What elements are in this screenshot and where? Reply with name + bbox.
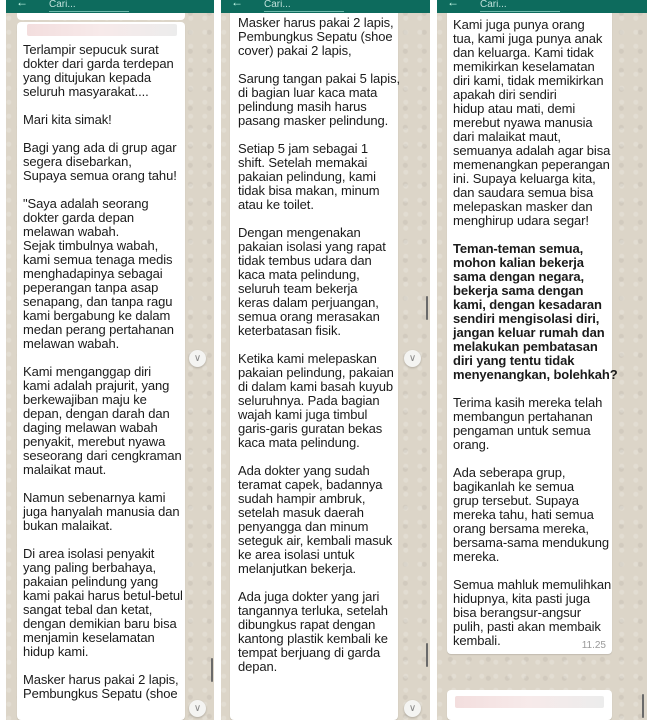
search-input[interactable]: Cari... xyxy=(264,0,344,12)
message-paragraph: Terima kasih mereka telah membangun pertahanan pengaman untuk semua orang. xyxy=(453,395,603,452)
message-bubble xyxy=(230,8,398,720)
chat-panel-3 xyxy=(437,0,647,720)
message-paragraph: "Saya adalah seorang dokter garda depan melawan wabah. Sejak timbulnya wabah, kami semua tenaga medis menghadapinya sebagai peperangan tanpa asap senapang, dan tanpa ragu kami bergabung ke dalam medan perang pertahanan melawan wabah. xyxy=(23,196,174,351)
message-paragraph: Dengan mengenakan pakaian isolasi yang rapat tidak tembus udara dan kaca mata pelindung, seluruh team bekerja keras dalam perjuangan, semua orang merasakan keterbatasan fisik. xyxy=(238,225,386,338)
double-chevron-down-icon[interactable]: ∨ xyxy=(404,700,421,717)
scrollbar[interactable] xyxy=(642,694,644,718)
message-paragraph: Setiap 5 jam sebagai 1 shift. Setelah memakai pakaian pelindung, kami tidak bisa makan, minum atau ke toilet. xyxy=(238,141,380,212)
message-paragraph-bold: Teman-teman semua, mohon kalian bekerja sama dengan negara, bekerja sama dengan kami, dengan kesadaran sendiri mengisolasi diri, jangan keluar rumah dan melakukan pembatasan diri yang tentu tidak menyenangkan, bolehkah? xyxy=(453,241,618,382)
search-input[interactable]: Cari... xyxy=(480,0,560,12)
previous-message-bubble xyxy=(17,13,185,20)
double-chevron-down-icon[interactable]: ∨ xyxy=(189,350,206,367)
message-bubble xyxy=(447,0,618,654)
message-bubble xyxy=(17,22,185,720)
message-paragraph: Di area isolasi penyakit yang paling berbahaya, pakaian pelindung yang kami pakai harus betul-betul sangat tebal dan ketat, dengan demikian baru bisa menjamin keselamatan hidup kami. xyxy=(23,546,183,659)
message-paragraph: Kami juga punya orang tua, kami juga punya anak dan keluarga. Kami tidak memikirkan keselamatan diri kami, tidak memikirkan apakah diri sendiri hidup atau mati, demi merebut nyawa manusia dari malaikat maut, semuanya adalah agar bisa memenangkan peperangan ini. Supaya keluarga kita, dan saudara semua bisa melepaskan masker dan menghirup udara segar! xyxy=(453,17,611,228)
message-paragraph: Ada seberapa grup, bagikanlah ke semua grup tersebut. Supaya mereka tahu, hati semua orang bersama mereka, bersama-sama mendukung mereka. xyxy=(453,465,610,564)
message-paragraph: Ketika kami melepaskan pakaian pelindung, pakaian di dalam kami basah kuyub seluruhnya. Pada bagian wajah kami juga timbul garis-garis guratan bekas kaca mata pelindung. xyxy=(238,351,394,450)
chat-panel-2 xyxy=(221,0,430,720)
search-input[interactable]: Cari... xyxy=(49,0,129,12)
message-paragraph: Mari kita simak! xyxy=(23,112,112,127)
double-chevron-down-icon[interactable]: ∨ xyxy=(189,700,206,717)
arrow-left-icon[interactable]: ← xyxy=(16,0,28,9)
message-paragraph: Semua mahluk memulihkan hidupnya, kita pasti juga bisa berangsur-angsur pulih, pasti akan membaik kembali. xyxy=(453,577,612,648)
message-paragraph: Kami menganggap diri kami adalah prajurit, yang berkewajiban maju ke depan, dengan darah dan daging melawan wabah penyakit, merebut nyawa seseorang dari cengkraman malaikat maut. xyxy=(23,364,182,477)
message-paragraph: Sarung tangan pakai 5 lapis, di bagian luar kaca mata pelindung masih harus pasang masker pelindung. xyxy=(238,71,400,128)
message-paragraph: Bagi yang ada di grup agar segera disebarkan, Supaya semua orang tahu! xyxy=(23,140,177,183)
sender-name-blurred xyxy=(27,24,177,36)
message-timestamp: 11.25 xyxy=(581,640,606,651)
chat-header xyxy=(221,0,430,13)
chat-header xyxy=(437,0,647,13)
message-paragraph: Masker harus pakai 2 lapis, Pembungkus Sepatu (shoe xyxy=(23,672,179,701)
arrow-left-icon[interactable]: ← xyxy=(231,0,243,9)
message-paragraph: Masker harus pakai 2 lapis, Pembungkus Sepatu (shoe cover) pakai 2 lapis, xyxy=(238,15,394,58)
double-chevron-down-icon[interactable]: ∨ xyxy=(404,350,421,367)
chat-panel-1 xyxy=(6,0,214,720)
arrow-left-icon[interactable]: ← xyxy=(447,0,459,9)
scrollbar[interactable] xyxy=(426,643,428,667)
scrollbar[interactable] xyxy=(426,296,428,320)
message-paragraph: Ada juga dokter yang jari tangannya terluka, setelah dibungkus rapat dengan kantong plastik kembali ke tempat berjuang di garda depan. xyxy=(238,589,388,674)
sender-name-blurred xyxy=(455,696,604,708)
message-paragraph: Namun sebenarnya kami juga hanyalah manusia dan bukan malaikat. xyxy=(23,490,180,533)
next-message-bubble xyxy=(447,690,612,720)
message-paragraph: Terlampir sepucuk surat dokter dari garda terdepan yang ditujukan kepada seluruh masyarakat.... xyxy=(23,42,174,99)
message-paragraph: Ada dokter yang sudah teramat capek, badannya sudah hampir ambruk, setelah masuk daerah penyangga dan minum seteguk air, kembali masuk ke area isolasi untuk melanjutkan bekerja. xyxy=(238,463,393,576)
chat-header xyxy=(6,0,214,13)
scrollbar[interactable] xyxy=(211,658,213,682)
